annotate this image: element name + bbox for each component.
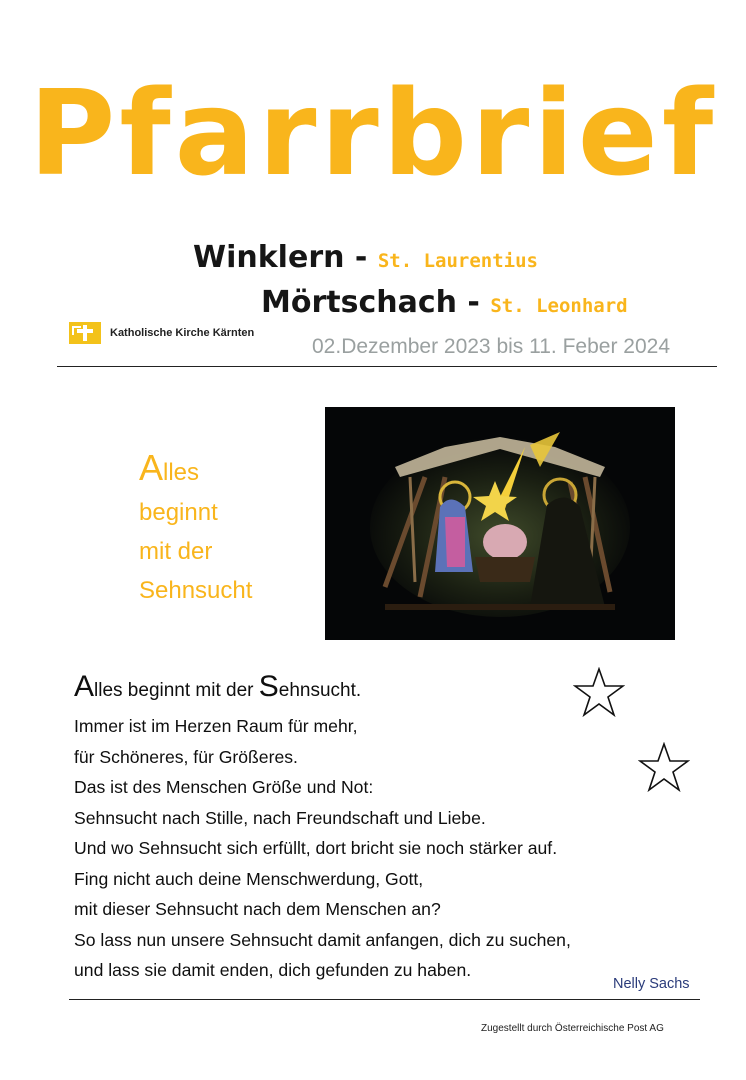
parish-place: Mörtschach -: [261, 285, 491, 320]
parish-moertschach: [261, 285, 628, 320]
poem-line: Und wo Sehnsucht sich erfüllt, dort bricht sie noch stärker auf.: [74, 838, 558, 858]
newsletter-title: Pfarrbrief: [28, 64, 718, 202]
nativity-image: [325, 407, 675, 640]
logo-label: Katholische Kirche Kärnten: [110, 327, 255, 339]
poem-line: Immer ist im Herzen Raum für mehr,: [74, 716, 358, 736]
date-range: 02.Dezember 2023 bis 11. Feber 2024: [312, 335, 671, 358]
poem-line: So lass nun unsere Sehnsucht damit anfangen, dich zu suchen,: [74, 929, 571, 950]
side-quote-initial: A: [139, 447, 164, 488]
star-outline-icon: [638, 742, 690, 792]
parish-winklern: [193, 240, 538, 275]
poem: [74, 667, 571, 986]
side-quote-line2: beginnt: [139, 499, 218, 526]
footer-divider: [69, 999, 700, 1000]
side-quote-line3: mit der: [139, 538, 213, 565]
poem-line: mit dieser Sehnsucht nach dem Menschen an?: [74, 899, 441, 919]
side-quote-line1: [139, 448, 252, 493]
church-logo-icon: [69, 322, 101, 344]
church-logo: [69, 322, 254, 344]
poem-heading-part1: lles beginnt mit der: [94, 680, 259, 701]
side-quote-line4: Sehnsucht: [139, 577, 253, 604]
star-outline-icon: [573, 667, 625, 717]
parish-saint: St. Laurentius: [377, 250, 538, 272]
poem-line: Sehnsucht nach Stille, nach Freundschaft und Liebe.: [74, 807, 486, 828]
poem-heading: [74, 667, 571, 711]
poem-line: für Schöneres, für Größeres.: [74, 746, 298, 767]
side-quote-rest: lles: [163, 459, 200, 486]
poem-heading-part2: ehnsucht.: [278, 680, 362, 701]
poem-line: Fing nicht auch deine Menschwerdung, Gott,: [74, 868, 424, 889]
poem-author: Nelly Sachs: [613, 976, 690, 992]
delivery-note: Zugestellt durch Österreichische Post AG: [481, 1023, 664, 1034]
parish-place: Winklern -: [193, 240, 378, 275]
poem-initial-s: S: [258, 670, 279, 703]
side-quote: [139, 448, 252, 610]
poem-initial-a: A: [74, 670, 95, 703]
poem-line: und lass sie damit enden, dich gefunden zu haben.: [74, 960, 472, 980]
poem-line: Das ist des Menschen Größe und Not:: [74, 777, 374, 797]
header-divider: [57, 366, 717, 367]
parish-saint: St. Leonhard: [490, 295, 628, 317]
